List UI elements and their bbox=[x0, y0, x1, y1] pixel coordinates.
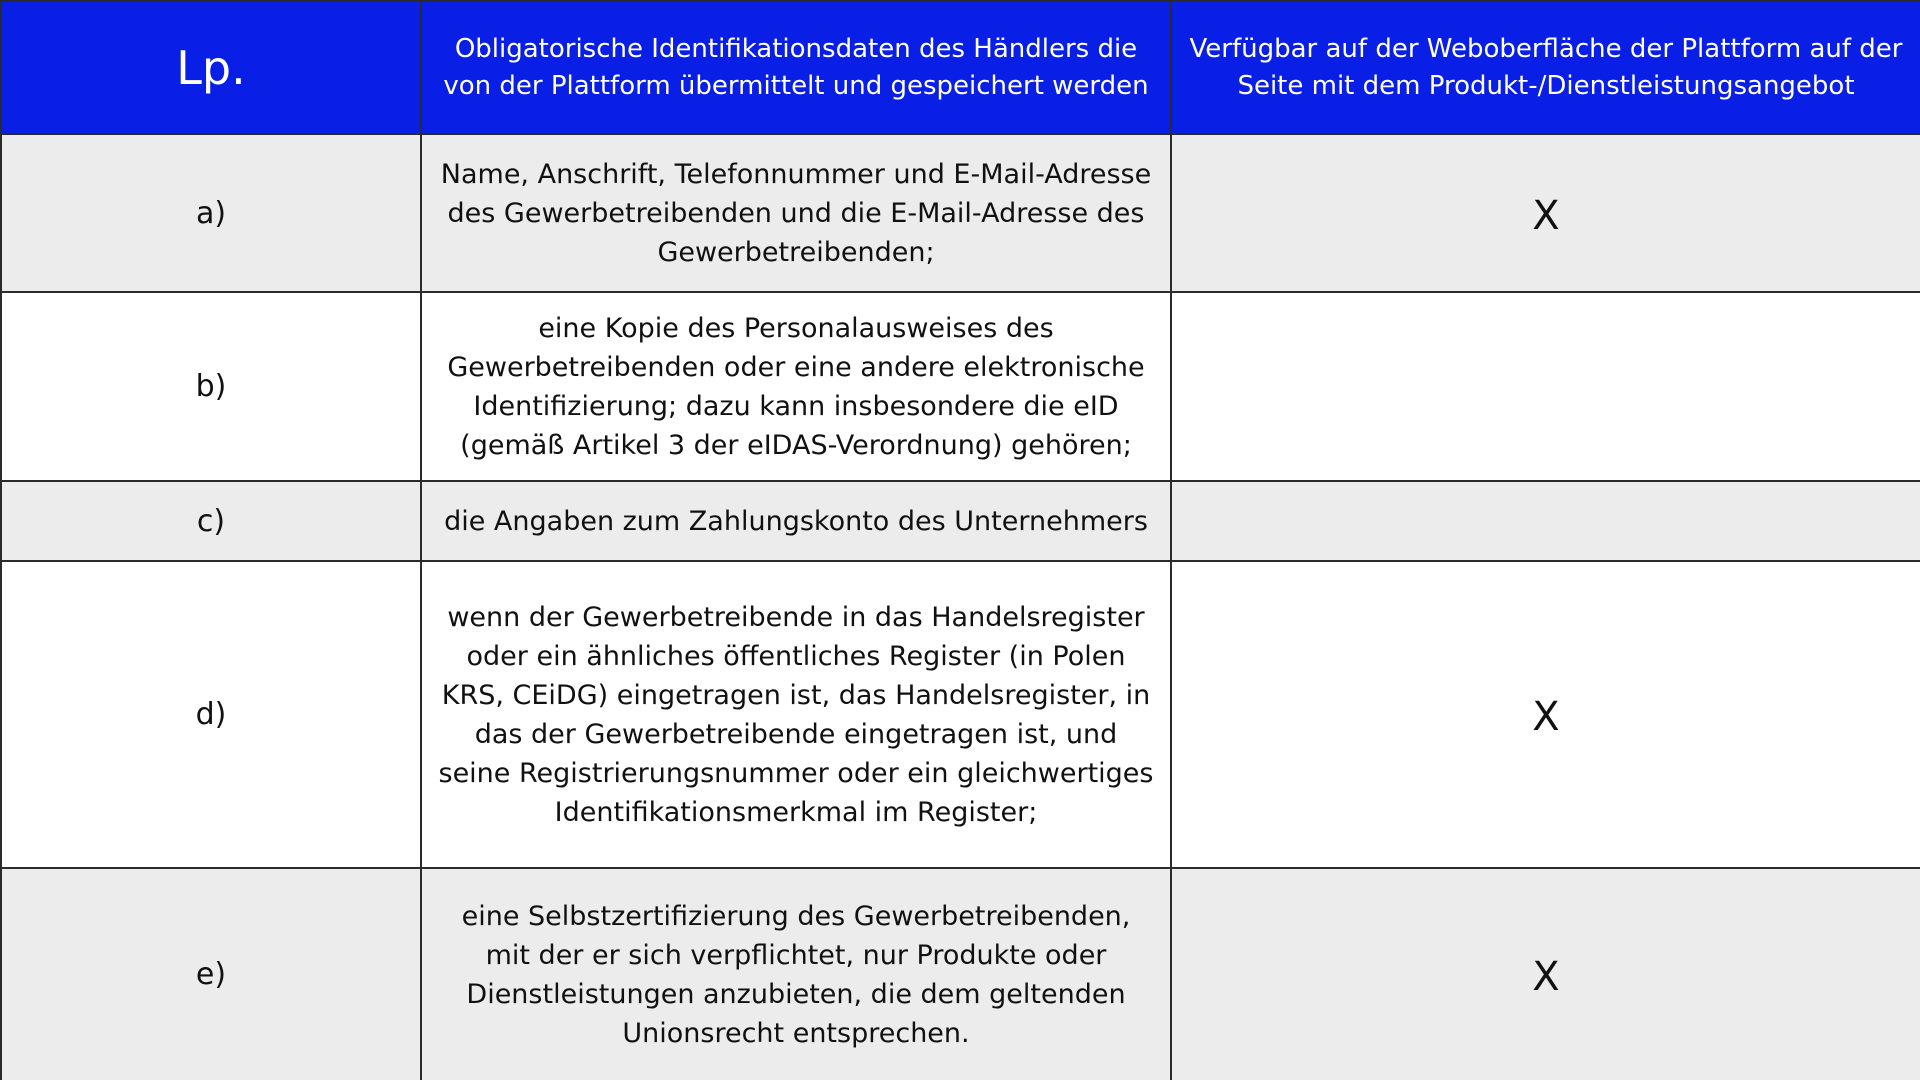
row-number: b) bbox=[1, 292, 421, 481]
table-row bbox=[1, 134, 1920, 292]
availability-mark: X bbox=[1171, 134, 1920, 292]
table-row bbox=[1, 868, 1920, 1080]
availability-mark bbox=[1171, 481, 1920, 561]
header-mandatory-data: Obligatorische Identifikationsdaten des Händlers die von der Plattform übermittelt und gespeichert werden bbox=[421, 1, 1171, 134]
header-available-on-platform: Verfügbar auf der Weboberfläche der Plattform auf der Seite mit dem Produkt-/Dienstleistungsangebot bbox=[1171, 1, 1920, 134]
row-description: die Angaben zum Zahlungskonto des Unternehmers bbox=[421, 481, 1171, 561]
table-body bbox=[1, 134, 1920, 1080]
availability-mark: X bbox=[1171, 868, 1920, 1080]
header-row bbox=[1, 1, 1920, 134]
availability-mark bbox=[1171, 292, 1920, 481]
table-row bbox=[1, 561, 1920, 868]
row-description: eine Selbstzertifizierung des Gewerbetreibenden, mit der er sich verpflichtet, nur Produkte oder Dienstleistungen anzubieten, die dem geltenden Unionsrecht entsprechen. bbox=[421, 868, 1171, 1080]
row-number: c) bbox=[1, 481, 421, 561]
row-description: Name, Anschrift, Telefonnummer und E-Mail-Adresse des Gewerbetreibenden und die E-Mail-Adresse des Gewerbetreibenden; bbox=[421, 134, 1171, 292]
row-description: eine Kopie des Personalausweises des Gewerbetreibenden oder eine andere elektronische Identifizierung; dazu kann insbesondere die eID (gemäß Artikel 3 der eIDAS-Verordnung) gehören; bbox=[421, 292, 1171, 481]
row-number: a) bbox=[1, 134, 421, 292]
table-row bbox=[1, 481, 1920, 561]
availability-mark: X bbox=[1171, 561, 1920, 868]
row-number: d) bbox=[1, 561, 421, 868]
table-row bbox=[1, 292, 1920, 481]
header-lp: Lp. bbox=[1, 1, 421, 134]
row-number: e) bbox=[1, 868, 421, 1080]
table-header bbox=[1, 1, 1920, 134]
row-description: wenn der Gewerbetreibende in das Handelsregister oder ein ähnliches öffentliches Register (in Polen KRS, CEiDG) eingetragen ist, das Handelsregister, in das der Gewerbetreibende eingetragen ist, und seine Registrierungsnummer oder ein gleichwertiges Identifikationsmerkmal im Register; bbox=[421, 561, 1171, 868]
